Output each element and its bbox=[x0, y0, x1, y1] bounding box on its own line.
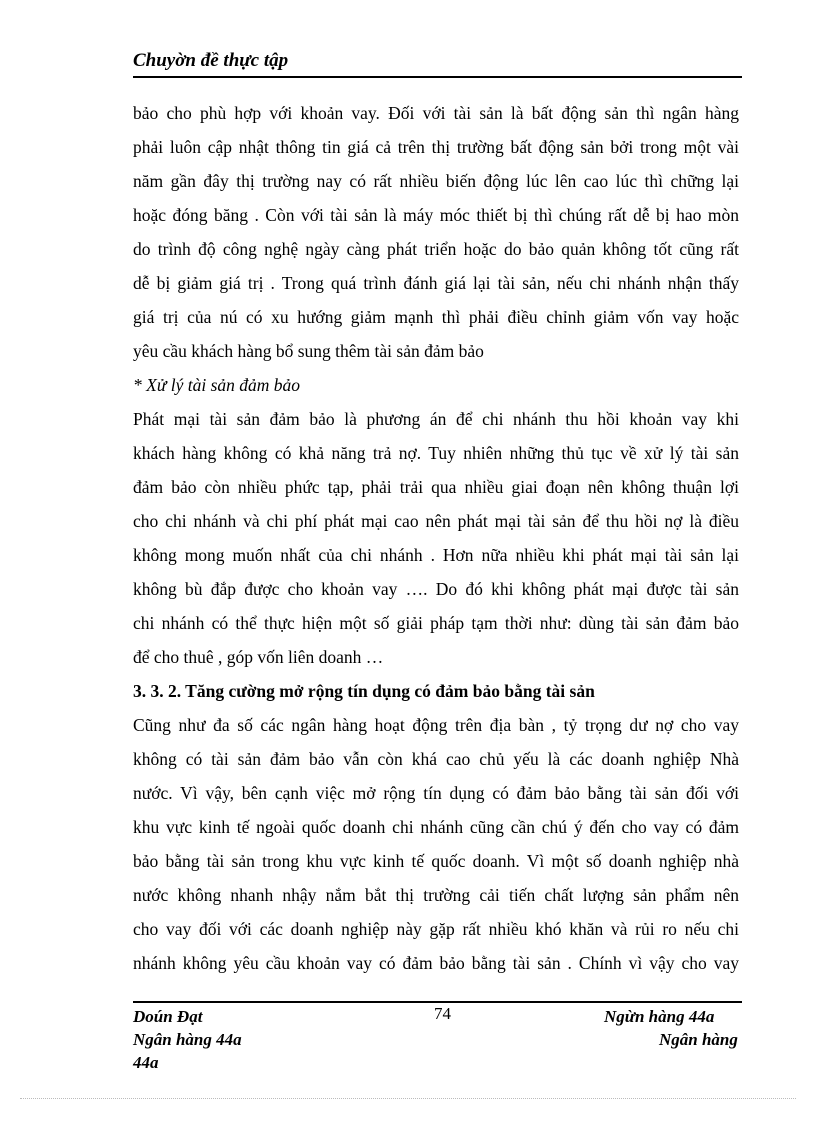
page-edge-dotted-line bbox=[20, 1098, 796, 1099]
section-heading: 3. 3. 2. Tăng cường mở rộng tín dụng có đảm bảo bằng tài sản bbox=[133, 681, 595, 701]
document-body bbox=[133, 96, 739, 980]
footer-left-third: 44a bbox=[133, 1053, 159, 1072]
body-line: cho chi nhánh và chi phí phát mại cao nên phát mại tài sản để thu hồi nợ là điều bbox=[133, 511, 739, 531]
body-line: để cho thuê , góp vốn liên doanh … bbox=[133, 647, 384, 667]
body-line: không bù đắp được cho khoản vay …. Do đó khi không phát mại được tài sản bbox=[133, 579, 739, 599]
body-line: hoặc đóng băng . Còn với tài sản là máy móc thiết bị thì chúng rất dễ bị hao mòn bbox=[133, 205, 739, 225]
body-line: Cũng như đa số các ngân hàng hoạt động trên địa bàn , tỷ trọng dư nợ cho vay bbox=[133, 715, 739, 735]
body-line: Phát mại tài sản đảm bảo là phương án để chi nhánh thu hồi khoản vay khi bbox=[133, 409, 739, 429]
body-line: nhánh không yêu cầu khoản vay có đảm bảo bằng tài sản . Chính vì vậy cho vay bbox=[133, 953, 739, 973]
body-line: cho vay đối với các doanh nghiệp này gặp rất nhiều khó khăn và rủi ro nếu chi bbox=[133, 919, 739, 939]
body-line: yêu cầu khách hàng bổ sung thêm tài sản đảm bảo bbox=[133, 341, 484, 361]
body-line: nước. Vì vậy, bên cạnh việc mở rộng tín dụng có đảm bảo bằng tài sản đối với bbox=[133, 783, 739, 803]
subsection-heading: * Xử lý tài sản đảm bảo bbox=[133, 375, 301, 395]
body-line: bảo cho phù hợp với khoản vay. Đối với tài sản là bất động sản thì ngân hàng bbox=[133, 103, 739, 123]
body-line: bảo bằng tài sản trong khu vực kinh tế quốc doanh. Vì một số doanh nghiệp nhà bbox=[133, 851, 739, 871]
footer-right-top: Ngừn hàng 44a bbox=[604, 1007, 715, 1026]
footer-divider bbox=[133, 1001, 742, 1003]
header-divider bbox=[133, 76, 742, 78]
body-line: phải luôn cập nhật thông tin giá cả trên thị trường bất động sản bởi trong một vài bbox=[133, 137, 739, 157]
body-line: dễ bị giảm giá trị . Trong quá trình đánh giá lại tài sản, nếu chi nhánh nhận thấy bbox=[133, 273, 739, 293]
body-line: năm gần đây thị trường nay có rất nhiều biến động lúc lên cao lúc thì chững lại bbox=[133, 171, 739, 191]
body-line: giá trị của nú có xu hướng giảm mạnh thì phải điều chỉnh giảm vốn vay hoặc bbox=[133, 307, 739, 327]
body-line: đảm bảo còn nhiều phức tạp, phải trải qua nhiều giai đoạn nên không thuận lợi bbox=[133, 477, 739, 497]
body-line: không có tài sản đảm bảo vẫn còn khá cao chủ yếu là các doanh nghiệp Nhà bbox=[133, 749, 739, 769]
footer-author: Doún Đạt bbox=[133, 1007, 203, 1026]
body-line: khách hàng không có khả năng trả nợ. Tuy nhiên những thủ tục về xử lý tài sản bbox=[133, 443, 739, 463]
page-number: 74 bbox=[434, 1004, 451, 1023]
body-line: chi nhánh có thể thực hiện một số giải pháp tạm thời như: dùng tài sản đảm bảo bbox=[133, 613, 739, 633]
body-line: do trình độ công nghệ ngày càng phát triển hoặc do bảo quản không tốt cũng rất bbox=[133, 239, 739, 259]
body-line: khu vực kinh tế ngoài quốc doanh chi nhánh cũng cần chú ý đến cho vay có đảm bbox=[133, 817, 739, 837]
footer-left-second: Ngân hàng 44a bbox=[133, 1030, 242, 1049]
body-line: nước không nhanh nhậy nắm bắt thị trường cải tiến chất lượng sản phẩm nên bbox=[133, 885, 739, 905]
footer-right-second: Ngân hàng bbox=[659, 1030, 738, 1049]
running-header-title: Chuyờn đề thực tập bbox=[133, 50, 289, 71]
body-line: không mong muốn nhất của chi nhánh . Hơn nữa nhiều khi phát mại tài sản lại bbox=[133, 545, 739, 565]
